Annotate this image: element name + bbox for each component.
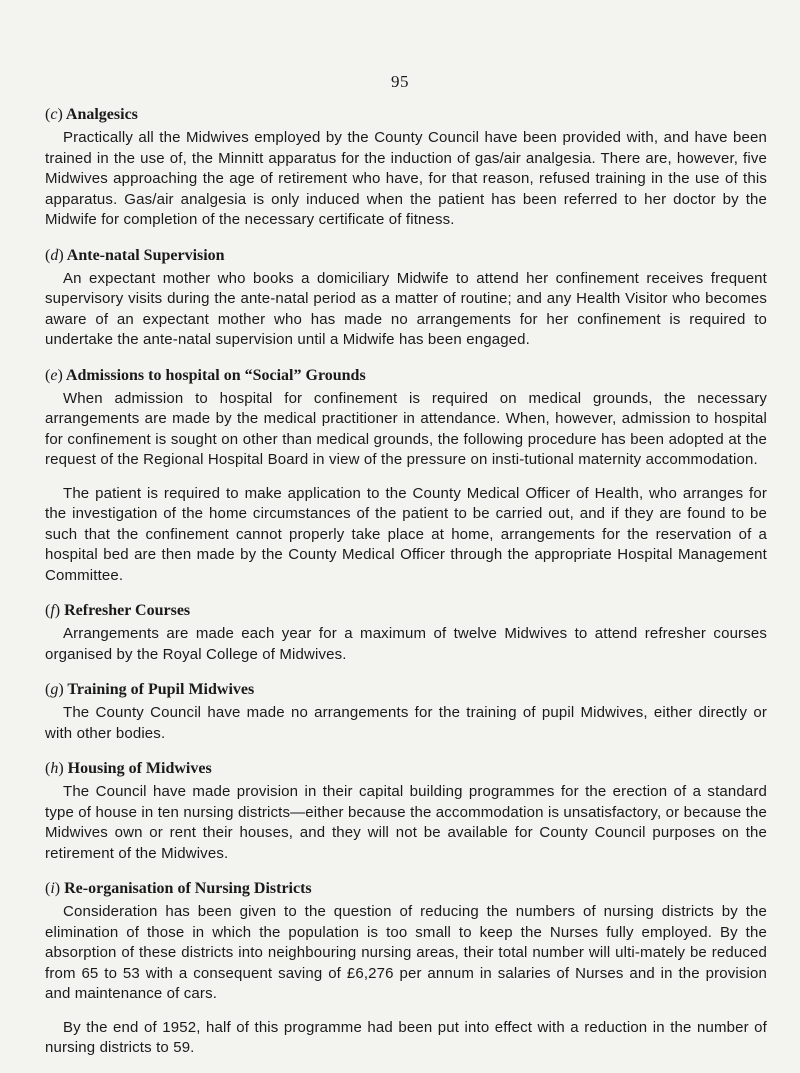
section-title: Re-organisation of Nursing Districts — [64, 880, 312, 897]
section-heading: (c) Analgesics — [45, 106, 138, 123]
paragraph: Practically all the Midwives employed by the County Council have been provided with, and have been trained in the use of, the Minnitt apparatus for the induction of gas/air analgesia. There are, however, five Midwives approaching the age of retirement who have, for that reason, refused training in the use of this apparatus. Gas/air analgesia is only induced when the patient has been referred to her doctor by the Midwife for completion of the necessary certificate of fitness. — [45, 129, 767, 228]
section-analgesics — [45, 104, 767, 231]
section-letter: f — [50, 602, 55, 619]
document-body — [45, 104, 767, 1073]
section-hospital-admissions — [45, 365, 767, 587]
section-heading: (f) Refresher Courses — [45, 602, 191, 619]
section-refresher-courses — [45, 600, 767, 665]
section-title: Housing of Midwives — [67, 760, 212, 777]
section-training-pupil-midwives — [45, 679, 767, 744]
paragraph: An expectant mother who books a domiciliary Midwife to attend her confinement receives frequent supervisory visits during the ante-natal period as a matter of routine; and any Health Visitor who becomes aware of an expectant mother who has made no arrangements for her confinement is required to undertake the ante-natal supervision until a Midwife has been engaged. — [45, 269, 767, 348]
section-letter: h — [50, 760, 59, 777]
paragraph: When admission to hospital for confinement is required on medical grounds, the necessary arrangements are made by the medical practitioner in attendance. When, however, admission to hospital for confinement is sought on other than medical grounds, the following procedure has been adopted at the request of the Regional Hospital Board in view of the pressure on insti-tutional maternity accommodation. — [45, 389, 767, 468]
paragraph: By the end of 1952, half of this programme had been put into effect with a reduction in the number of nursing districts to 59. — [45, 1018, 767, 1056]
page-number: 95 — [391, 72, 409, 91]
section-title: Analgesics — [65, 106, 138, 123]
section-letter: i — [50, 880, 55, 897]
section-title: Ante-natal Supervision — [66, 246, 225, 264]
section-title: Refresher Courses — [64, 602, 191, 619]
paragraph: Arrangements are made each year for a maximum of twelve Midwives to attend refresher courses organised by the Royal College of Midwives. — [45, 625, 767, 663]
section-heading: (h) Housing of Midwives — [45, 760, 212, 777]
section-letter: c — [50, 106, 58, 123]
section-housing-of-midwives — [45, 758, 767, 864]
section-heading: (i) Re-organisation of Nursing Districts — [45, 880, 312, 897]
section-title: Admissions to hospital on “Social” Grounds — [65, 366, 366, 384]
section-letter: g — [50, 681, 59, 698]
section-ante-natal-supervision — [45, 245, 767, 351]
section-reorganisation-nursing-districts — [45, 878, 767, 1059]
paragraph: The patient is required to make application to the County Medical Officer of Health, who arranges for the investigation of the home circumstances of the patient to be carried out, and if they are found to be such that the confinement cannot properly take place at home, arrangements for the reservation of a hospital bed are then made by the County Medical Officer through the appropriate Hospital Management Committee. — [45, 484, 767, 584]
paragraph: The County Council have made no arrangements for the training of pupil Midwives, either directly or with other bodies. — [45, 704, 767, 742]
section-letter: e — [50, 366, 58, 384]
section-heading: (g) Training of Pupil Midwives — [45, 681, 255, 698]
section-letter: d — [50, 246, 59, 264]
section-title: Training of Pupil Midwives — [67, 681, 255, 698]
section-heading: (e) Admissions to hospital on “Social” Grounds — [45, 366, 366, 384]
section-heading: (d) Ante-natal Supervision — [45, 246, 225, 264]
paragraph: The Council have made provision in their capital building programmes for the erection of a standard type of house in ten nursing districts—either because the accommodation is unsatisfactory, or because the Midwives own or rent their houses, and they will not be available for County Council purposes on the retirement of the Midwives. — [45, 783, 767, 862]
paragraph: Consideration has been given to the question of reducing the numbers of nursing districts by the elimination of those in which the population is too small to keep the Nurses fully employed. By the absorption of these districts into neighbouring nursing areas, their total number will ulti-mately be reduced from 65 to 53 with a consequent saving of £6,276 per annum in salaries of Nurses and in the provision and maintenance of cars. — [45, 903, 767, 1002]
